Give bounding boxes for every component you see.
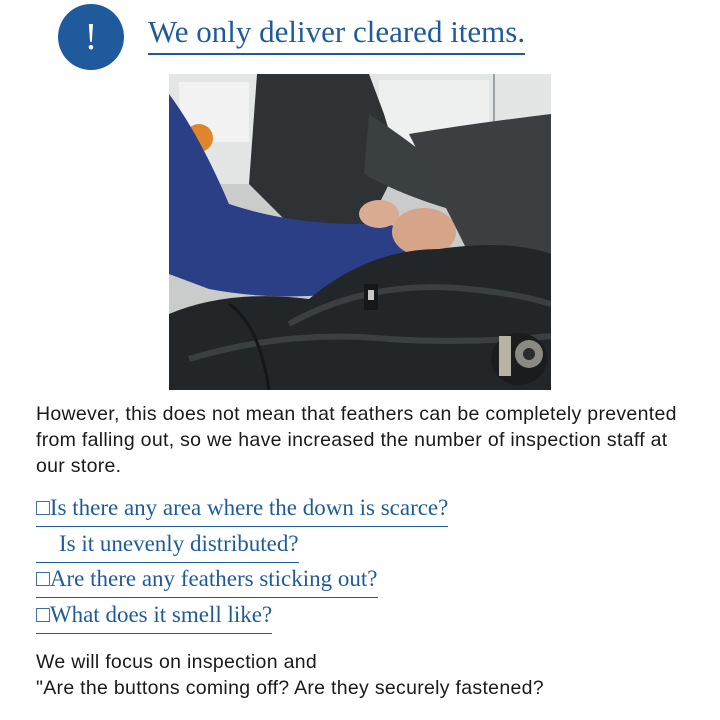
outro-paragraph — [36, 649, 696, 701]
checklist-item: Is it unevenly distributed? — [36, 529, 299, 563]
intro-paragraph: However, this does not mean that feathers can be completely prevented from falling out, so we have increased the number of inspection staff at our store. — [36, 403, 677, 477]
checklist-item: □What does it smell like? — [36, 600, 272, 634]
checklist-item: □Is there any area where the down is scarce? — [36, 493, 448, 527]
alert-badge-icon — [58, 4, 124, 70]
inspection-checklist — [36, 493, 448, 635]
inspection-photo — [169, 74, 551, 390]
outro-line: We will focus on inspection and — [36, 651, 318, 673]
page-title: We only deliver cleared items. — [148, 14, 525, 55]
badge-symbol: ! — [84, 16, 98, 58]
outro-line: "Are the buttons coming off? Are they securely fastened? — [36, 677, 544, 699]
checklist-item: □Are there any feathers sticking out? — [36, 564, 378, 598]
